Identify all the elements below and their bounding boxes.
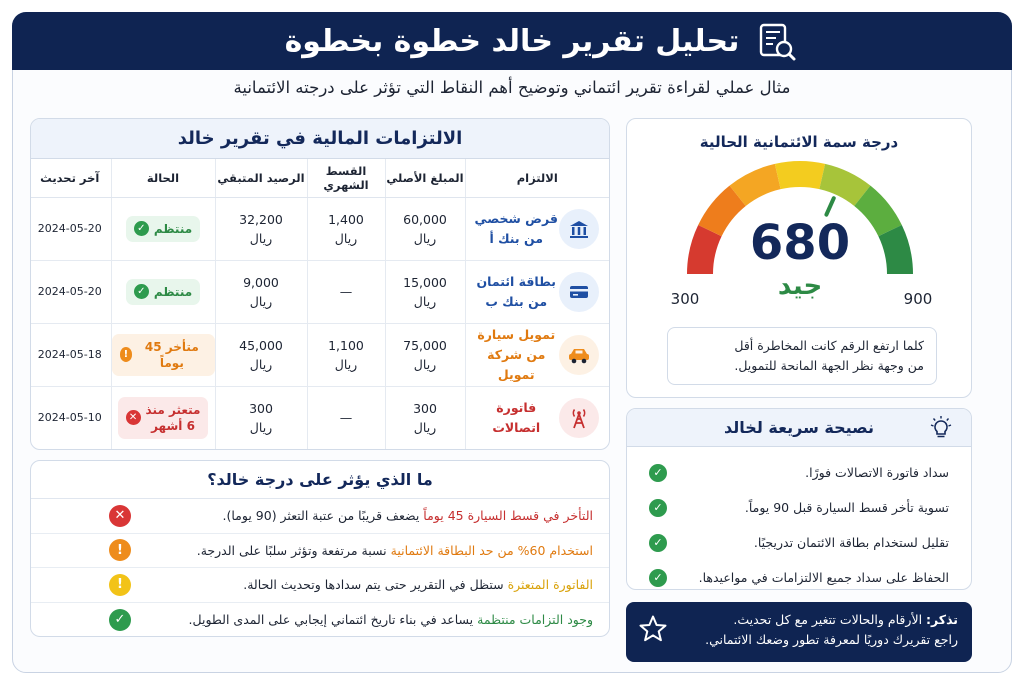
original-amount: 300 bbox=[413, 400, 437, 416]
factor-text: نسبة مرتفعة وتؤثر سلبًا على الدرجة. bbox=[196, 542, 391, 558]
x-icon: ✕ bbox=[126, 410, 141, 425]
status-badge: منتظم ✓ bbox=[126, 216, 200, 242]
col-header: الحالة bbox=[111, 159, 215, 197]
tip-item bbox=[627, 490, 971, 525]
reminder-box bbox=[626, 602, 972, 662]
warning-icon: ! bbox=[109, 574, 131, 596]
check-icon: ✓ bbox=[649, 534, 667, 552]
score-value: 680 bbox=[749, 215, 851, 271]
obligation-name: فاتورة اتصالات bbox=[492, 399, 541, 435]
x-icon: ✕ bbox=[109, 505, 131, 527]
currency: ريال bbox=[249, 230, 273, 246]
tip-text: الحفاظ على سداد جميع الالتزامات في مواعيدها. bbox=[698, 570, 949, 585]
remaining-balance: 9,000 bbox=[243, 274, 279, 290]
factor-text: يساعد في بناء تاريخ ائتماني إيجابي على المدى الطويل. bbox=[188, 612, 478, 628]
factor-highlight: الفاتورة المتعثرة bbox=[507, 577, 593, 593]
monthly-amount: — bbox=[307, 386, 385, 449]
currency: ريال bbox=[334, 230, 358, 246]
car-icon bbox=[559, 335, 599, 375]
check-icon: ✓ bbox=[649, 499, 667, 517]
factor-row bbox=[31, 568, 609, 603]
page-subtitle: مثال عملي لقراءة تقرير ائتماني وتوضيح أهم النقاط التي تؤثر على درجته الائتمانية bbox=[233, 78, 791, 97]
tips-header bbox=[627, 409, 971, 447]
factor-row bbox=[31, 603, 609, 638]
factor-text: ستظل في التقرير حتى يتم سدادها وتحديث الحالة. bbox=[243, 577, 508, 593]
col-header: القسط الشهري bbox=[307, 159, 385, 197]
updated-date: 2024-05-20 bbox=[30, 197, 111, 260]
tips-card bbox=[626, 408, 972, 590]
star-icon bbox=[638, 614, 668, 644]
lightbulb-icon bbox=[927, 415, 955, 443]
score-max-label: 900 bbox=[903, 290, 933, 308]
score-min-label: 300 bbox=[670, 290, 700, 308]
status-badge: منتظم ✓ bbox=[126, 279, 200, 305]
remaining-balance: 45,000 bbox=[239, 337, 283, 353]
reminder-line1: الأرقام والحالات تتغير مع كل تحديث. bbox=[733, 612, 927, 627]
bank-icon bbox=[559, 209, 599, 249]
obligations-card bbox=[30, 118, 610, 450]
tip-text: سداد فاتورة الاتصالات فورًا. bbox=[805, 465, 949, 480]
check-icon: ✓ bbox=[649, 464, 667, 482]
page-header bbox=[12, 12, 1012, 70]
check-icon: ✓ bbox=[134, 221, 149, 236]
updated-date: 2024-05-18 bbox=[30, 323, 111, 386]
check-icon: ✓ bbox=[649, 569, 667, 587]
table-header-row bbox=[30, 159, 609, 197]
col-header: آخر تحديث bbox=[30, 159, 111, 197]
gauge-pointer bbox=[826, 198, 833, 214]
obligation-name: تمويل سيارة bbox=[477, 326, 556, 342]
page-title: تحليل تقرير خالد خطوة بخطوة bbox=[284, 23, 740, 59]
obligation-source: من شركة تمويل bbox=[487, 346, 546, 382]
status-badge: متعثر منذ 6 أشهر ✕ bbox=[118, 397, 209, 439]
original-amount: 60,000 bbox=[403, 211, 447, 227]
gauge-segment bbox=[710, 196, 738, 231]
factors-card bbox=[30, 460, 610, 637]
credit-card-icon bbox=[559, 272, 599, 312]
col-header: المبلغ الأصلي bbox=[385, 159, 465, 197]
obligation-source: من بنك ب bbox=[485, 293, 548, 309]
signal-tower-icon bbox=[559, 398, 599, 438]
obligations-title: الالتزامات المالية في تقرير خالد bbox=[31, 119, 609, 159]
monthly-amount: 1,100 bbox=[328, 337, 364, 353]
factor-list bbox=[31, 499, 609, 637]
check-icon: ✓ bbox=[109, 609, 131, 631]
original-amount: 15,000 bbox=[403, 274, 447, 290]
gauge-segment bbox=[862, 196, 890, 231]
reminder-label: تذكر: bbox=[926, 612, 958, 627]
factor-highlight: التأخر في قسط السيارة 45 يوماً bbox=[423, 508, 593, 524]
table-row bbox=[30, 260, 609, 323]
currency: ريال bbox=[413, 419, 437, 435]
currency: ريال bbox=[413, 230, 437, 246]
table-row bbox=[30, 386, 609, 449]
factor-text: يضعف قريبًا من عتبة التعثر (90 يوما). bbox=[222, 508, 424, 524]
obligations-table bbox=[30, 159, 609, 449]
tip-list bbox=[627, 447, 971, 590]
factor-highlight: وجود التزامات منتظمة bbox=[477, 612, 593, 628]
gauge-segment bbox=[700, 231, 710, 274]
remaining-balance: 300 bbox=[249, 400, 273, 416]
score-note: كلما ارتفع الرقم كانت المخاطرة أقل من وجهة نظر الجهة المانحة للتمويل. bbox=[667, 327, 937, 385]
score-title: درجة سمة الائتمانية الحالية bbox=[699, 133, 899, 151]
obligation-name: قرض شخصي bbox=[474, 210, 558, 226]
updated-date: 2024-05-10 bbox=[37, 411, 102, 425]
monthly-amount: 1,400 bbox=[328, 211, 364, 227]
reminder-line2: راجع تقريرك دوريًا لمعرفة تطور وضعك الائتماني. bbox=[705, 632, 958, 647]
currency: ريال bbox=[249, 356, 273, 372]
tip-text: تقليل لستخدام بطاقة الائتمان تدريجيًا. bbox=[753, 535, 949, 550]
currency: ريال bbox=[413, 293, 437, 309]
tip-item bbox=[627, 455, 971, 490]
tips-title: نصيحة سريعة لخالد bbox=[724, 418, 874, 437]
table-row bbox=[30, 197, 609, 260]
gauge-segment bbox=[822, 177, 862, 196]
tip-item bbox=[627, 560, 971, 590]
obligation-source: من بنك أ bbox=[489, 230, 543, 246]
factor-row bbox=[31, 499, 609, 534]
col-header: الرصيد المتبقي bbox=[215, 159, 307, 197]
remaining-balance: 32,200 bbox=[239, 211, 283, 227]
score-card bbox=[626, 118, 972, 398]
gauge-segment bbox=[738, 177, 778, 196]
col-header: الالتزام bbox=[465, 159, 609, 197]
currency: ريال bbox=[334, 356, 358, 372]
original-amount: 75,000 bbox=[403, 337, 447, 353]
monthly-amount: — bbox=[307, 260, 385, 323]
check-icon: ✓ bbox=[134, 284, 149, 299]
currency: ريال bbox=[249, 419, 273, 435]
currency: ريال bbox=[413, 356, 437, 372]
gauge-segment bbox=[890, 231, 900, 274]
tip-text: تسوية تأخر قسط السيارة قبل 90 يوماً. bbox=[744, 500, 949, 515]
alert-icon: ! bbox=[120, 347, 133, 362]
tip-item bbox=[627, 525, 971, 560]
gauge-segment bbox=[778, 174, 823, 177]
alert-icon: ! bbox=[109, 539, 131, 561]
currency: ريال bbox=[249, 293, 273, 309]
report-search-icon bbox=[754, 20, 798, 64]
factors-title: ما الذي يؤثر على درجة خالد؟ bbox=[31, 461, 609, 499]
status-badge: متأخر 45 يوماً ! bbox=[112, 334, 215, 376]
table-row bbox=[30, 323, 609, 386]
updated-date: 2024-05-20 bbox=[30, 260, 111, 323]
score-gauge bbox=[627, 149, 973, 319]
factor-highlight: استخدام 60% من حد البطاقة الائتمانية bbox=[390, 542, 593, 558]
obligation-name: بطاقة ائتمان bbox=[476, 273, 556, 289]
score-rating: جيد bbox=[777, 271, 823, 301]
factor-row bbox=[31, 534, 609, 569]
